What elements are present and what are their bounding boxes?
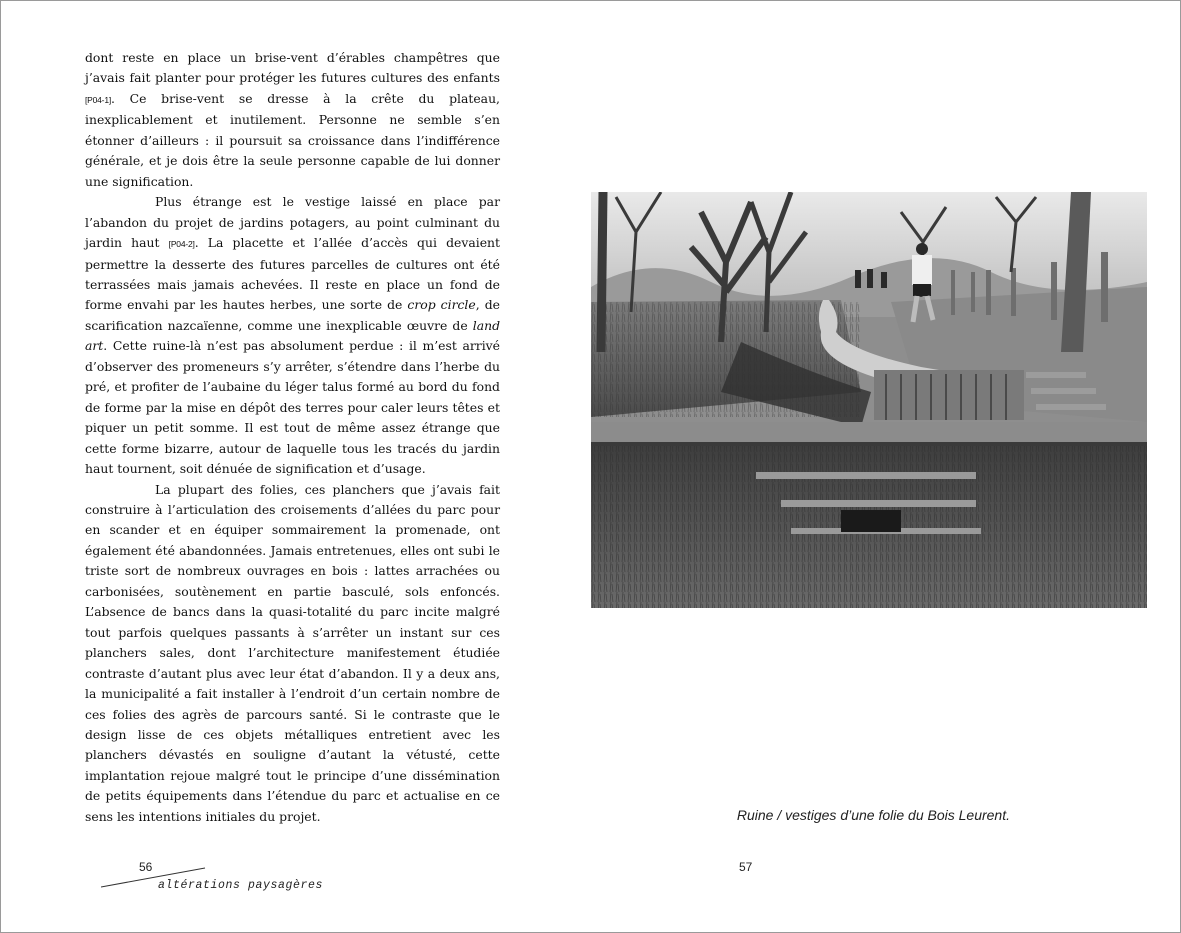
running-title: altérations paysagères — [158, 879, 324, 892]
body-paragraph — [85, 480, 500, 828]
page-number-left: 56 — [139, 860, 153, 874]
italic-term: land art — [85, 317, 500, 354]
paragraph-text: . La placette et l’allée d’accès qui devaient permettre la desserte des futures parcelles de cultures ont été terrassées mais jamais achevées. Il reste en place un fond de forme envahi par les hautes herbes, une sorte de — [85, 235, 500, 313]
body-paragraph — [85, 192, 500, 479]
paragraph-text: , de scarification nazcaïenne, comme une inexplicable œuvre de — [85, 297, 500, 333]
paragraph-text: Plus étrange est le vestige laissé en place par l’abandon du projet de jardins potagers, au point culminant du jardin haut — [85, 194, 500, 251]
paragraph-text: La plupart des folies, ces planchers que j’avais fait construire à l’articulation des croisements d’allées du parc pour en scander et en équiper sommairement la promenade, ont également été abandonnées. Jamais entretenues, elles ont subi le triste sort de nombreux ouvrages en bois : lattes arrachées ou carbonisées, soutènement en partie basculé, sols enfoncés. L’absence de bancs dans la quasi-totalité du parc incite malgré tout parfois quelques passants à s’arrêter un instant sur ces planchers sales, dont l’architecture manifestement étudiée contraste d’autant plus avec leur état d’abandon. Il y a deux ans, la municipalité a fait installer à l’endroit d’un certain nombre de ces folies des agrès de parcours santé. Si le contraste que le design lisse de ces objets métalliques entretient avec les planchers dévastés en souligne d’autant la vétusté, cette implantation rejoue malgré tout le principe d’une dissémination de petits équipements dans l’étendue du parc et actualise en ce sens les intentions initiales du projet. — [85, 481, 500, 824]
italic-term: crop circle — [407, 297, 476, 313]
figure-reference: [P04-1] — [85, 94, 112, 105]
photo-caption: Ruine / vestiges d’une folie du Bois Leurent. — [736, 807, 1010, 823]
photograph-ruin-folly — [591, 192, 1147, 608]
paragraph-text: . Ce brise-vent se dresse à la crête du plateau, inexplicablement et inutilement. Personne ne semble s’en étonner d’ailleurs : il poursuit sa croissance dans l’indifférence générale, et je dois être la seule personne capable de lui donner une signification. — [85, 90, 500, 189]
body-paragraph — [85, 48, 500, 192]
left-page-body-text — [85, 48, 500, 827]
page-number-right: 57 — [739, 860, 753, 874]
figure-reference: [P04-2] — [168, 239, 195, 250]
photo-illustration — [591, 192, 1147, 608]
paragraph-text: dont reste en place un brise-vent d’érables champêtres que j’avais fait planter pour protéger les futures cultures des enfants — [85, 50, 500, 86]
paragraph-text: . Cette ruine-là n’est pas absolument perdue : il m’est arrivé d’observer des promeneurs s’y arrêter, s’étendre dans l’herbe du pré, et profiter de l’aubaine du léger talus formé au bord du fond de forme par la mise en dépôt des terres pour caler leurs têtes et piquer un petit somme. Il est tout de même assez étrange que cette forme bizarre, autour de laquelle tous les tracés du jardin haut tournent, soit dénuée de signification et d’usage. — [85, 338, 500, 477]
